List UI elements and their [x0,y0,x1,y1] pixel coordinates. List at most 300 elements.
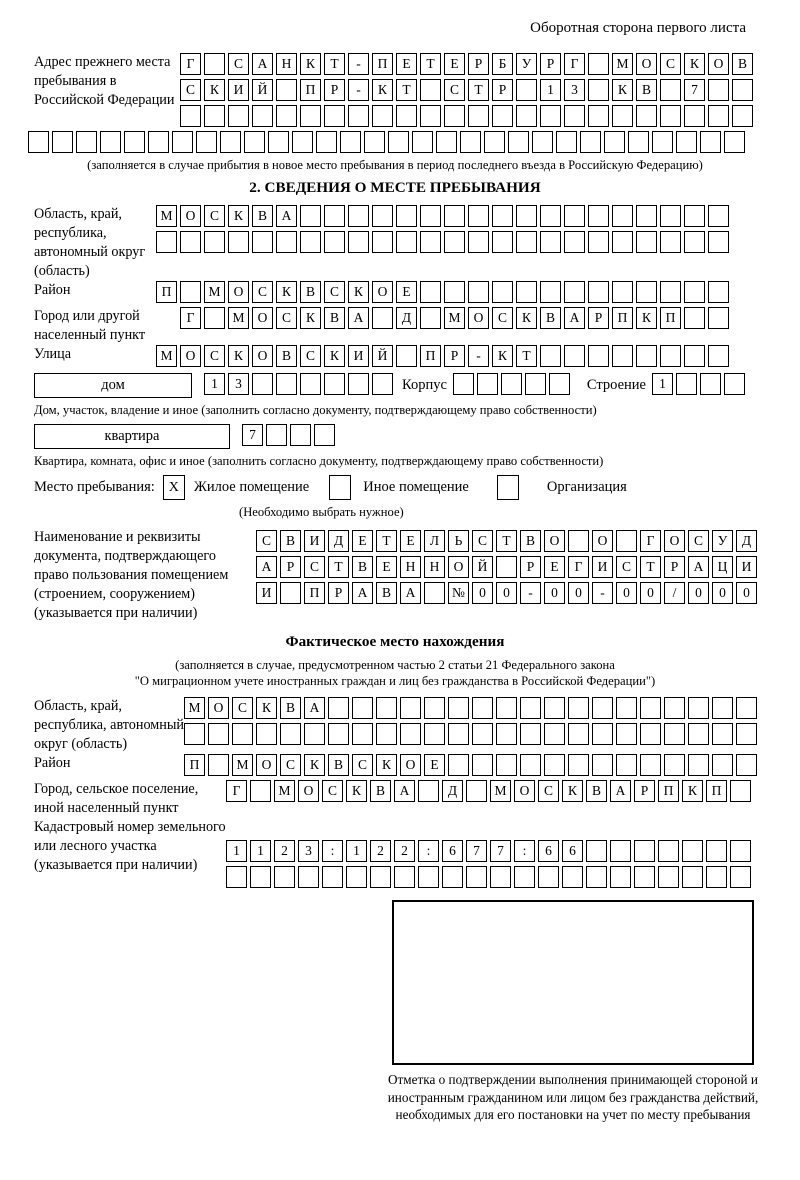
form-cell[interactable] [612,231,633,253]
form-cell[interactable]: С [324,281,345,303]
form-cell[interactable]: П [658,780,679,802]
form-cell[interactable] [708,281,729,303]
form-cell[interactable]: К [372,79,393,101]
form-cell[interactable] [676,373,697,395]
form-cell[interactable] [124,131,145,153]
form-cell[interactable]: 0 [616,582,637,604]
form-cell[interactable] [372,205,393,227]
form-cell[interactable] [636,105,657,127]
form-cell[interactable] [496,697,517,719]
form-cell[interactable] [304,723,325,745]
form-cell[interactable]: К [348,281,369,303]
form-cell[interactable] [634,840,655,862]
form-cell[interactable] [314,424,335,446]
form-cell[interactable]: В [328,754,349,776]
form-cell[interactable] [532,131,553,153]
form-cell[interactable] [340,131,361,153]
form-cell[interactable]: - [348,79,369,101]
form-cell[interactable]: : [514,840,535,862]
form-cell[interactable]: Е [400,530,421,552]
form-cell[interactable] [616,723,637,745]
form-cell[interactable] [352,697,373,719]
form-cell[interactable]: Е [396,281,417,303]
form-cell[interactable] [700,373,721,395]
form-cell[interactable] [592,697,613,719]
form-cell[interactable]: / [664,582,685,604]
form-cell[interactable] [664,754,685,776]
form-cell[interactable] [424,697,445,719]
form-cell[interactable] [180,281,201,303]
form-cell[interactable] [588,79,609,101]
form-cell[interactable] [328,723,349,745]
form-cell[interactable]: М [232,754,253,776]
form-cell[interactable]: П [612,307,633,329]
form-cell[interactable] [516,105,537,127]
form-cell[interactable] [300,373,321,395]
form-cell[interactable]: О [400,754,421,776]
form-cell[interactable] [290,424,311,446]
form-cell[interactable]: К [562,780,583,802]
form-cell[interactable] [652,131,673,153]
form-cell[interactable]: К [636,307,657,329]
form-cell[interactable]: Р [444,345,465,367]
form-cell[interactable]: А [610,780,631,802]
form-cell[interactable] [658,840,679,862]
form-cell[interactable] [708,307,729,329]
form-cell[interactable] [540,205,561,227]
form-cell[interactable] [736,697,757,719]
form-cell[interactable]: - [592,582,613,604]
form-cell[interactable] [564,205,585,227]
form-cell[interactable] [588,53,609,75]
form-cell[interactable]: Е [444,53,465,75]
form-cell[interactable] [628,131,649,153]
form-cell[interactable] [684,345,705,367]
form-cell[interactable] [148,131,169,153]
form-cell[interactable] [604,131,625,153]
form-cell[interactable] [684,105,705,127]
form-cell[interactable]: О [252,307,273,329]
form-cell[interactable]: О [256,754,277,776]
form-cell[interactable] [616,697,637,719]
form-cell[interactable]: Т [516,345,537,367]
form-cell[interactable]: М [156,345,177,367]
form-cell[interactable]: Т [324,53,345,75]
form-cell[interactable] [660,231,681,253]
form-cell[interactable]: С [228,53,249,75]
form-cell[interactable]: 2 [274,840,295,862]
form-cell[interactable]: 0 [472,582,493,604]
form-cell[interactable] [514,866,535,888]
form-cell[interactable] [204,231,225,253]
form-cell[interactable] [396,205,417,227]
form-cell[interactable]: М [184,697,205,719]
form-cell[interactable] [538,866,559,888]
form-cell[interactable]: О [592,530,613,552]
form-cell[interactable] [460,131,481,153]
form-cell[interactable]: 1 [226,840,247,862]
form-cell[interactable] [688,754,709,776]
form-cell[interactable]: О [514,780,535,802]
form-cell[interactable]: 0 [688,582,709,604]
form-cell[interactable] [472,697,493,719]
form-cell[interactable]: М [156,205,177,227]
form-cell[interactable]: В [732,53,753,75]
form-cell[interactable]: Р [520,556,541,578]
form-cell[interactable]: К [204,79,225,101]
form-cell[interactable] [352,723,373,745]
form-cell[interactable] [616,530,637,552]
form-cell[interactable] [372,231,393,253]
form-cell[interactable] [220,131,241,153]
form-cell[interactable] [732,79,753,101]
form-cell[interactable] [444,281,465,303]
form-cell[interactable] [540,281,561,303]
form-cell[interactable] [208,723,229,745]
form-cell[interactable] [448,723,469,745]
form-cell[interactable] [540,105,561,127]
form-cell[interactable] [516,205,537,227]
form-cell[interactable]: 6 [442,840,463,862]
form-cell[interactable]: К [492,345,513,367]
form-cell[interactable] [322,866,343,888]
form-cell[interactable] [501,373,522,395]
form-cell[interactable] [556,131,577,153]
form-cell[interactable]: С [304,556,325,578]
form-cell[interactable] [252,231,273,253]
form-cell[interactable] [588,205,609,227]
form-cell[interactable] [636,231,657,253]
form-cell[interactable]: С [660,53,681,75]
form-cell[interactable]: Т [496,530,517,552]
form-cell[interactable] [250,866,271,888]
form-cell[interactable]: К [300,53,321,75]
form-cell[interactable]: Е [352,530,373,552]
form-cell[interactable] [346,866,367,888]
form-cell[interactable] [418,866,439,888]
form-cell[interactable] [372,307,393,329]
form-cell[interactable]: М [204,281,225,303]
form-cell[interactable]: С [352,754,373,776]
form-cell[interactable] [520,754,541,776]
form-cell[interactable] [564,345,585,367]
form-cell[interactable]: А [252,53,273,75]
form-cell[interactable]: В [370,780,391,802]
form-cell[interactable]: И [228,79,249,101]
form-cell[interactable]: К [228,205,249,227]
form-cell[interactable] [540,231,561,253]
form-cell[interactable] [292,131,313,153]
form-cell[interactable] [736,754,757,776]
form-cell[interactable]: Й [252,79,273,101]
form-cell[interactable] [586,866,607,888]
form-cell[interactable] [588,345,609,367]
form-cell[interactable]: Д [396,307,417,329]
form-cell[interactable]: 6 [562,840,583,862]
form-cell[interactable]: В [636,79,657,101]
form-cell[interactable] [204,105,225,127]
form-cell[interactable] [466,866,487,888]
form-cell[interactable] [468,105,489,127]
form-cell[interactable]: 0 [712,582,733,604]
form-cell[interactable]: Б [492,53,513,75]
form-cell[interactable] [274,866,295,888]
form-cell[interactable] [492,105,513,127]
form-cell[interactable]: К [228,345,249,367]
form-cell[interactable] [676,131,697,153]
form-cell[interactable] [724,373,745,395]
form-cell[interactable] [348,373,369,395]
form-cell[interactable] [266,424,287,446]
checkbox-organizatsiya[interactable] [497,475,519,500]
form-cell[interactable]: 0 [640,582,661,604]
form-cell[interactable] [324,105,345,127]
form-cell[interactable] [516,281,537,303]
form-cell[interactable] [370,866,391,888]
form-cell[interactable] [525,373,546,395]
form-cell[interactable] [610,866,631,888]
form-cell[interactable]: Г [564,53,585,75]
form-cell[interactable]: П [304,582,325,604]
form-cell[interactable]: А [394,780,415,802]
form-cell[interactable] [688,697,709,719]
form-cell[interactable] [396,231,417,253]
form-cell[interactable]: В [300,281,321,303]
form-cell[interactable] [580,131,601,153]
form-cell[interactable] [712,754,733,776]
form-cell[interactable] [468,205,489,227]
form-cell[interactable]: М [444,307,465,329]
form-cell[interactable]: К [300,307,321,329]
form-cell[interactable]: П [660,307,681,329]
form-cell[interactable]: Т [328,556,349,578]
form-cell[interactable] [348,205,369,227]
form-cell[interactable]: Т [640,556,661,578]
form-cell[interactable] [244,131,265,153]
form-cell[interactable]: - [348,53,369,75]
form-cell[interactable] [684,231,705,253]
form-cell[interactable] [76,131,97,153]
form-cell[interactable] [496,754,517,776]
form-cell[interactable] [396,345,417,367]
form-cell[interactable] [250,780,271,802]
form-cell[interactable] [184,723,205,745]
form-cell[interactable] [252,105,273,127]
form-cell[interactable] [564,231,585,253]
form-cell[interactable]: : [322,840,343,862]
form-cell[interactable]: П [156,281,177,303]
form-cell[interactable]: К [612,79,633,101]
form-cell[interactable] [394,866,415,888]
form-cell[interactable] [684,307,705,329]
form-cell[interactable]: Р [634,780,655,802]
form-cell[interactable] [436,131,457,153]
form-cell[interactable] [424,582,445,604]
form-cell[interactable] [477,373,498,395]
form-cell[interactable]: И [304,530,325,552]
form-cell[interactable]: В [280,530,301,552]
form-cell[interactable]: А [352,582,373,604]
form-cell[interactable] [730,866,751,888]
form-cell[interactable] [708,79,729,101]
form-cell[interactable] [736,723,757,745]
form-cell[interactable] [400,697,421,719]
form-cell[interactable] [660,205,681,227]
form-cell[interactable]: С [280,754,301,776]
form-cell[interactable] [724,131,745,153]
form-cell[interactable]: К [276,281,297,303]
form-cell[interactable] [156,231,177,253]
form-cell[interactable] [444,105,465,127]
form-cell[interactable]: 1 [652,373,673,395]
form-cell[interactable] [420,281,441,303]
form-cell[interactable] [418,780,439,802]
form-cell[interactable]: 0 [736,582,757,604]
form-cell[interactable] [544,723,565,745]
form-cell[interactable] [592,723,613,745]
form-cell[interactable] [196,131,217,153]
form-cell[interactable]: С [180,79,201,101]
form-cell[interactable] [682,840,703,862]
checkbox-inoe[interactable] [329,475,351,500]
form-cell[interactable] [256,723,277,745]
form-cell[interactable]: Р [588,307,609,329]
form-cell[interactable]: А [348,307,369,329]
form-cell[interactable] [448,697,469,719]
form-cell[interactable] [496,556,517,578]
form-cell[interactable]: М [228,307,249,329]
form-cell[interactable]: 1 [540,79,561,101]
form-cell[interactable] [172,131,193,153]
form-cell[interactable] [420,205,441,227]
form-cell[interactable] [730,780,751,802]
form-cell[interactable] [300,105,321,127]
form-cell[interactable] [252,373,273,395]
form-cell[interactable] [420,79,441,101]
form-cell[interactable] [682,866,703,888]
form-cell[interactable]: № [448,582,469,604]
form-cell[interactable]: 3 [298,840,319,862]
form-cell[interactable] [588,231,609,253]
form-cell[interactable] [300,231,321,253]
form-cell[interactable] [376,723,397,745]
form-cell[interactable] [376,697,397,719]
form-cell[interactable]: П [300,79,321,101]
form-cell[interactable] [592,754,613,776]
form-cell[interactable]: М [490,780,511,802]
form-cell[interactable]: Р [280,556,301,578]
form-cell[interactable] [448,754,469,776]
form-cell[interactable] [588,281,609,303]
form-cell[interactable]: К [516,307,537,329]
form-cell[interactable]: Д [442,780,463,802]
form-cell[interactable] [660,105,681,127]
form-cell[interactable]: С [276,307,297,329]
form-cell[interactable]: 7 [684,79,705,101]
form-cell[interactable]: 0 [544,582,565,604]
form-cell[interactable]: 2 [394,840,415,862]
form-cell[interactable] [712,697,733,719]
form-cell[interactable] [328,697,349,719]
form-cell[interactable]: С [252,281,273,303]
form-cell[interactable] [544,754,565,776]
form-cell[interactable]: Л [424,530,445,552]
form-cell[interactable] [490,866,511,888]
checkbox-zhiloe[interactable]: X [163,475,185,500]
form-cell[interactable] [640,697,661,719]
form-cell[interactable] [372,373,393,395]
form-cell[interactable] [324,373,345,395]
form-cell[interactable]: 7 [242,424,263,446]
form-cell[interactable]: Е [396,53,417,75]
form-cell[interactable]: 7 [466,840,487,862]
form-cell[interactable] [472,723,493,745]
form-cell[interactable] [520,697,541,719]
form-cell[interactable]: М [612,53,633,75]
form-cell[interactable] [276,105,297,127]
form-cell[interactable] [208,754,229,776]
form-cell[interactable] [730,840,751,862]
form-cell[interactable] [316,131,337,153]
form-cell[interactable] [732,105,753,127]
form-cell[interactable]: Е [424,754,445,776]
form-cell[interactable] [228,231,249,253]
form-cell[interactable]: О [298,780,319,802]
form-cell[interactable]: И [256,582,277,604]
form-cell[interactable] [228,105,249,127]
form-cell[interactable]: Н [424,556,445,578]
form-cell[interactable] [280,582,301,604]
form-cell[interactable]: А [564,307,585,329]
form-cell[interactable] [496,723,517,745]
form-cell[interactable] [492,205,513,227]
form-cell[interactable] [549,373,570,395]
form-cell[interactable]: Е [376,556,397,578]
form-cell[interactable] [412,131,433,153]
form-cell[interactable]: Й [372,345,393,367]
form-cell[interactable] [562,866,583,888]
form-cell[interactable]: П [706,780,727,802]
form-cell[interactable] [684,281,705,303]
form-cell[interactable] [348,231,369,253]
form-cell[interactable]: 0 [568,582,589,604]
form-cell[interactable] [712,723,733,745]
form-cell[interactable]: Г [226,780,247,802]
form-cell[interactable] [664,697,685,719]
form-cell[interactable]: Д [736,530,757,552]
form-cell[interactable]: В [586,780,607,802]
form-cell[interactable]: О [180,205,201,227]
form-cell[interactable] [484,131,505,153]
form-cell[interactable] [424,723,445,745]
form-cell[interactable] [453,373,474,395]
form-cell[interactable]: Г [180,307,201,329]
form-cell[interactable]: О [468,307,489,329]
form-cell[interactable] [468,281,489,303]
form-cell[interactable] [396,105,417,127]
form-cell[interactable]: Ь [448,530,469,552]
form-cell[interactable]: С [232,697,253,719]
form-cell[interactable]: С [256,530,277,552]
form-cell[interactable]: 0 [496,582,517,604]
form-cell[interactable]: П [372,53,393,75]
form-cell[interactable] [664,723,685,745]
form-cell[interactable]: Н [400,556,421,578]
form-cell[interactable] [588,105,609,127]
form-cell[interactable]: С [472,530,493,552]
form-cell[interactable]: О [448,556,469,578]
form-cell[interactable]: Г [180,53,201,75]
